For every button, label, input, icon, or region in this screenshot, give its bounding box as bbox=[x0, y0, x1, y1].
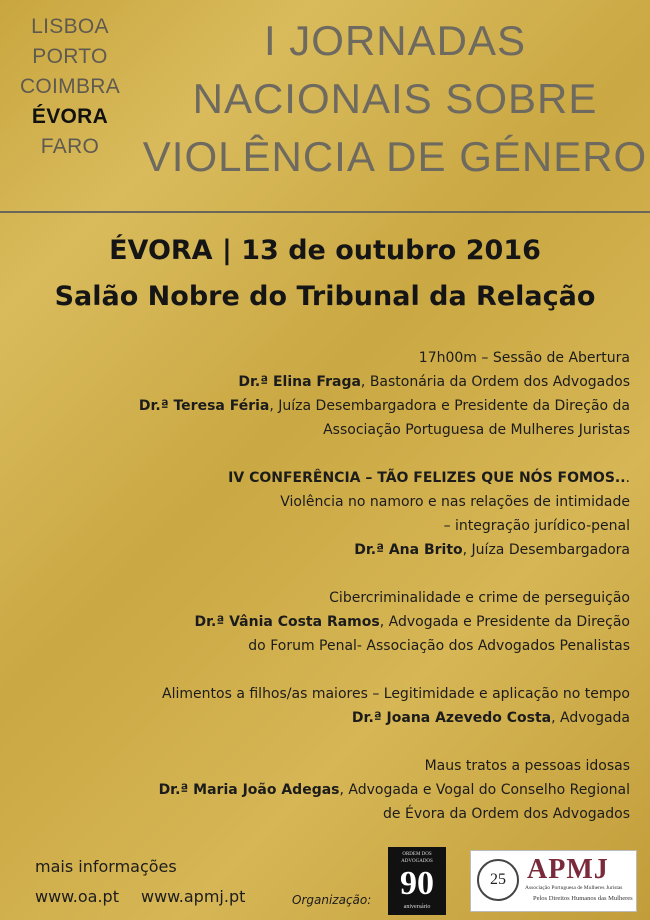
info-label: mais informações bbox=[35, 857, 177, 876]
oa-logo-top: ORDEM DOS ADVOGADOS bbox=[401, 852, 433, 864]
oa-logo-number: 90 bbox=[400, 865, 434, 902]
title-line-2: NACIONAIS SOBRE bbox=[192, 75, 598, 122]
session-2-speaker bbox=[30, 610, 630, 634]
city-porto: PORTO bbox=[32, 45, 108, 68]
conference-topic-1: Violência no namoro e nas relações de intimidade bbox=[280, 494, 630, 510]
speaker-role: , Advogada e Presidente da Direção bbox=[379, 614, 630, 630]
link-apmj[interactable]: www.apmj.pt bbox=[140, 887, 246, 906]
opening-speaker-2-cont: Associação Portuguesa de Mulheres Juristas bbox=[323, 422, 630, 438]
venue-line: Salão Nobre do Tribunal da Relação bbox=[54, 281, 596, 312]
conference-topic-2: – integração jurídico-penal bbox=[443, 518, 630, 534]
city-list bbox=[0, 12, 140, 162]
speaker-role: , Advogada e Vogal do Conselho Regional bbox=[339, 782, 630, 798]
organizer-label: Organização: bbox=[292, 893, 372, 907]
conference-title: IV CONFERÊNCIA – TÃO FELIZES QUE NÓS FOMOS... bbox=[228, 470, 630, 486]
apmj-25-seal-icon: 25 bbox=[477, 859, 519, 901]
speaker-name: Dr.ª Maria João Adegas bbox=[158, 782, 340, 798]
speaker-role: , Juíza Desembargadora bbox=[462, 542, 630, 558]
program bbox=[30, 346, 630, 826]
speaker-name: Dr.ª Vânia Costa Ramos bbox=[194, 614, 380, 630]
session-3-topic: Alimentos a filhos/as maiores – Legitimidade e aplicação no tempo bbox=[162, 686, 630, 702]
opening-speaker-1 bbox=[30, 370, 630, 394]
conference-speaker bbox=[30, 538, 630, 562]
apmj-logo bbox=[470, 850, 637, 912]
speaker-name: Dr.ª Elina Fraga bbox=[238, 374, 361, 390]
session-2-speaker-cont: do Forum Penal- Associação dos Advogados Penalistas bbox=[248, 638, 630, 654]
city-evora-active: ÉVORA bbox=[31, 105, 109, 128]
link-oa[interactable]: www.oa.pt bbox=[35, 887, 119, 906]
speaker-role: , Bastonária da Ordem dos Advogados bbox=[360, 374, 630, 390]
oa-90-anniversary-logo bbox=[388, 847, 446, 915]
title-line-1: I JORNADAS bbox=[263, 17, 527, 64]
opening-time: 17h00m – Sessão de Abertura bbox=[418, 350, 630, 366]
date-line: ÉVORA | 13 de outubro 2016 bbox=[109, 235, 541, 266]
session-3-speaker bbox=[30, 706, 630, 730]
session-4-topic: Maus tratos a pessoas idosas bbox=[424, 758, 630, 774]
speaker-name: Dr.ª Joana Azevedo Costa bbox=[351, 710, 552, 726]
city-lisboa: LISBOA bbox=[31, 15, 109, 38]
title-line-3: VIOLÊNCIA DE GÉNERO bbox=[142, 133, 648, 180]
footer-info bbox=[35, 852, 267, 912]
opening-speaker-2 bbox=[30, 394, 630, 418]
session-2-topic: Cibercriminalidade e crime de perseguição bbox=[329, 590, 630, 606]
session-4-speaker-cont: de Évora da Ordem dos Advogados bbox=[383, 806, 630, 822]
speaker-name: Dr.ª Ana Brito bbox=[354, 542, 463, 558]
apmj-logo-name: APMJ bbox=[527, 854, 609, 885]
apmj-logo-tagline: Pelos Direitos Humanos das Mulheres bbox=[533, 895, 633, 902]
footer-links bbox=[35, 882, 267, 912]
divider bbox=[0, 211, 650, 213]
speaker-role: , Advogada bbox=[551, 710, 630, 726]
city-coimbra: COIMBRA bbox=[19, 75, 121, 98]
oa-logo-bottom: aniversário bbox=[403, 904, 431, 910]
city-faro: FARO bbox=[40, 135, 100, 158]
speaker-role: , Juíza Desembargadora e Presidente da Direção da bbox=[269, 398, 630, 414]
session-4-speaker bbox=[30, 778, 630, 802]
event-title bbox=[140, 12, 650, 186]
headline bbox=[0, 228, 650, 320]
apmj-logo-subtitle: Associação Portuguesa de Mulheres Juristas bbox=[525, 885, 623, 891]
speaker-name: Dr.ª Teresa Féria bbox=[138, 398, 270, 414]
